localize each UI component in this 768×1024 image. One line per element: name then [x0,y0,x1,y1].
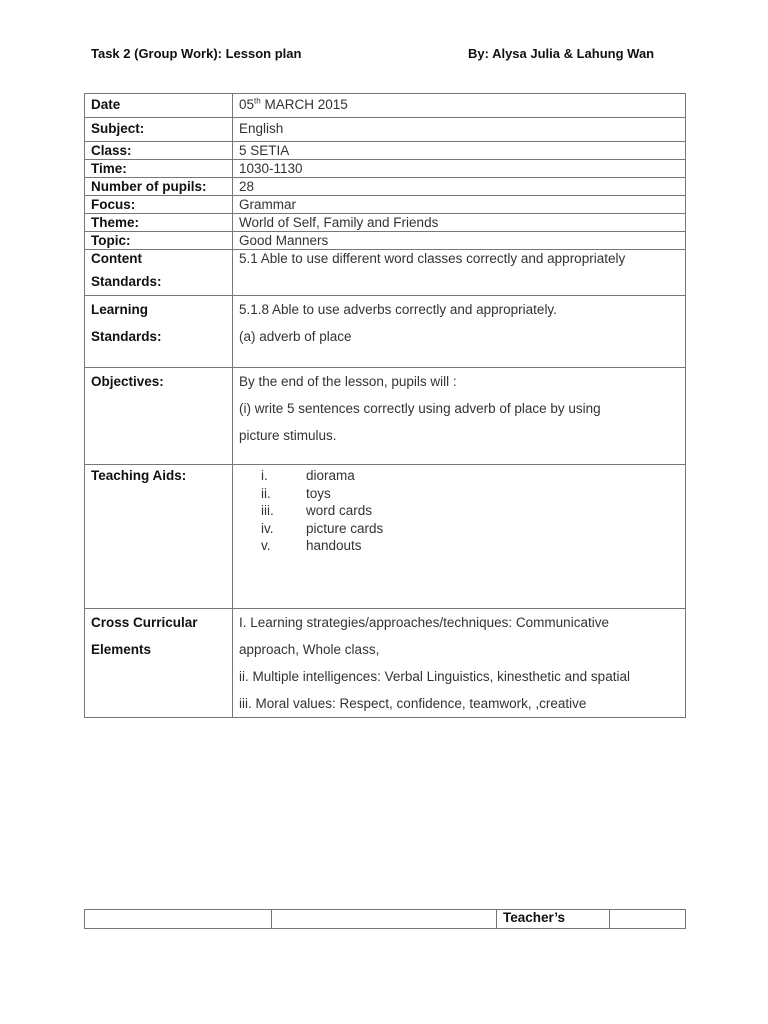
cross-label-line1: Cross Curricular [91,615,198,630]
topic-value: Good Manners [233,232,686,250]
time-value: 1030-1130 [233,160,686,178]
theme-label: Theme: [85,214,233,232]
subject-label: Subject: [85,118,233,142]
list-text: toys [306,485,331,501]
learning-label-line1: Learning [91,302,149,317]
lesson-plan-table [84,93,686,718]
learning-label-line2: Standards: [91,329,162,344]
topic-label: Topic: [85,232,233,250]
date-label: Date [85,94,233,118]
list-number: iv. [261,520,274,536]
row-teaching-aids [85,465,686,609]
pupils-value: 28 [233,178,686,196]
signature-cell-4 [610,910,686,929]
content-label-line1: Content [91,251,142,266]
learning-standards-label [85,296,233,368]
objectives-line1: By the end of the lesson, pupils will : [239,374,457,389]
list-item [261,485,679,503]
signature-row [85,910,686,929]
class-label: Class: [85,142,233,160]
list-number: ii. [261,485,271,501]
content-standards-label [85,250,233,296]
row-date [85,94,686,118]
objectives-line2: (i) write 5 sentences correctly using adverb of place by using [239,401,601,416]
cross-curricular-label [85,609,233,718]
date-value [233,94,686,118]
cross-curricular-value [233,609,686,718]
row-objectives [85,368,686,465]
cross-line1: I. Learning strategies/approaches/techniques: Communicative [239,615,609,630]
list-item [261,502,679,520]
content-label-line2: Standards: [91,274,162,289]
teacher-label: Teacher’s [497,910,610,929]
learning-value-line1: 5.1.8 Able to use adverbs correctly and appropriately. [239,302,557,317]
learning-standards-value [233,296,686,368]
date-suffix: th [254,96,261,106]
signature-table [84,909,686,929]
row-focus [85,196,686,214]
list-number: v. [261,538,271,553]
teaching-aids-list [239,467,679,555]
row-theme [85,214,686,232]
authors: By: Alysa Julia & Lahung Wan [468,46,655,61]
list-text: handouts [306,538,362,553]
teaching-aids-label: Teaching Aids: [85,465,233,609]
list-item [261,467,679,485]
document-title: Task 2 (Group Work): Lesson plan [91,46,302,61]
theme-value: World of Self, Family and Friends [233,214,686,232]
list-text: picture cards [306,520,384,536]
class-value: 5 SETIA [233,142,686,160]
teaching-aids-value [233,465,686,609]
row-content-standards [85,250,686,296]
learning-value-line2: (a) adverb of place [239,329,352,344]
list-item [261,537,679,555]
cross-label-line2: Elements [91,642,152,657]
objectives-line3: picture stimulus. [239,428,337,443]
list-number: i. [261,468,268,483]
row-subject [85,118,686,142]
list-text: word cards [306,503,373,518]
list-text: diorama [306,468,355,483]
row-class [85,142,686,160]
objectives-value [233,368,686,465]
content-standards-value: 5.1 Able to use different word classes correctly and appropriately [233,250,686,296]
row-cross-curricular [85,609,686,718]
list-item [261,520,679,538]
cross-line3: ii. Multiple intelligences: Verbal Linguistics, kinesthetic and spatial [239,669,630,684]
objectives-label-text: Objectives: [91,374,164,389]
pupils-label: Number of pupils: [85,178,233,196]
row-time [85,160,686,178]
signature-cell-1 [85,910,272,929]
focus-value: Grammar [233,196,686,214]
row-topic [85,232,686,250]
date-month-year: MARCH 2015 [260,97,348,112]
row-pupils [85,178,686,196]
subject-value: English [233,118,686,142]
objectives-label [85,368,233,465]
list-number: iii. [261,503,274,518]
focus-label: Focus: [85,196,233,214]
cross-line2: approach, Whole class, [239,642,380,657]
time-label: Time: [85,160,233,178]
date-day: 05 [239,97,255,112]
cross-line4: iii. Moral values: Respect, confidence, teamwork, ,creative [239,696,587,711]
row-learning-standards [85,296,686,368]
signature-cell-2 [272,910,497,929]
